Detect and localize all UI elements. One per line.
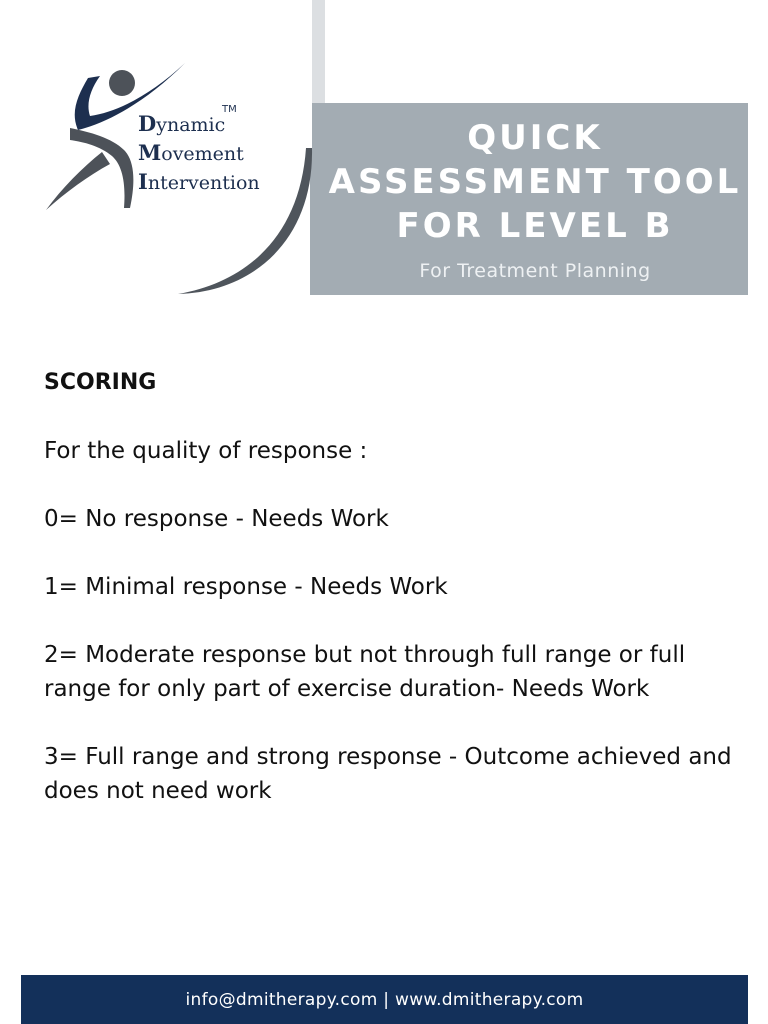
- page-footer: [21, 975, 748, 1024]
- score-item-0: 0= No response - Needs Work: [44, 506, 389, 532]
- scoring-intro: For the quality of response :: [44, 438, 368, 464]
- document-title: [322, 103, 748, 295]
- document-subtitle: For Treatment Planning: [419, 260, 651, 282]
- title-line-2: ASSESSMENT TOOL: [328, 162, 742, 202]
- footer-contact: info@dmitherapy.com | www.dmitherapy.com: [185, 989, 584, 1010]
- score-item-1: 1= Minimal response - Needs Work: [44, 574, 448, 600]
- logo-line-movement: Movement: [138, 140, 244, 165]
- score-item-3: 3= Full range and strong response - Outcome achieved and does not need work: [44, 744, 732, 804]
- page-header: [0, 0, 768, 300]
- score-item-2: 2= Moderate response but not through full range or full range for only part of exercise duration- Needs Work: [44, 642, 686, 702]
- scoring-section: [44, 366, 734, 842]
- title-line-1: QUICK: [467, 118, 603, 158]
- logo-wordmark: [138, 110, 260, 197]
- logo-line-dynamic: Dynamic: [138, 111, 226, 136]
- trademark-mark: TM: [222, 104, 237, 115]
- logo-line-intervention: Intervention: [138, 169, 260, 194]
- title-line-3: FOR LEVEL B: [396, 206, 674, 246]
- company-logo: [40, 60, 300, 220]
- section-heading: SCORING: [44, 370, 157, 395]
- accent-strip: [312, 0, 325, 103]
